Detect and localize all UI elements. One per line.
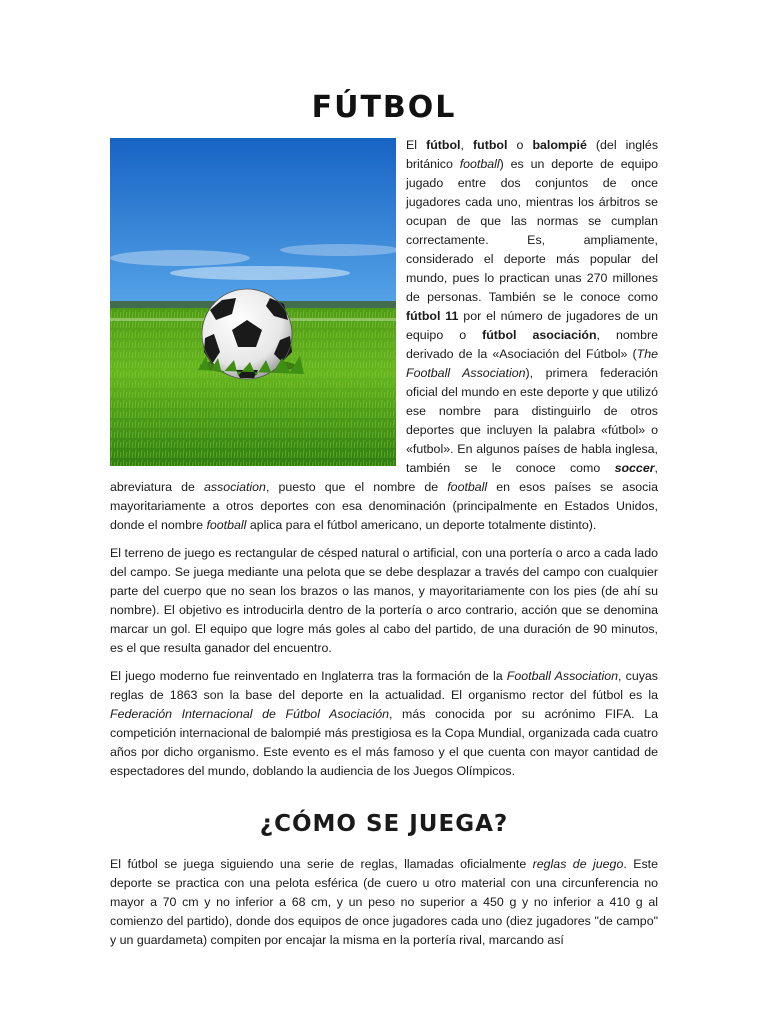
rules-paragraph: El fútbol se juega siguiendo una serie de reglas, llamadas oficialmente reglas de juego. Este deporte se practica con una pelota esférica (de cuero u otro material con una circunferencia no mayor a 70 cm y no inferior a 68 cm, y un peso no superior a 450 g y no inferior a 410 g al comienzo del partido), donde dos equipos de once jugadores cada uno (diez jugadores "de campo" y un guardameta) compiten por encajar la misma en la portería rival, marcando así bbox=[110, 857, 659, 947]
page-title: FÚTBOL bbox=[311, 90, 457, 125]
soccer-ball-image bbox=[110, 138, 396, 466]
document-body bbox=[110, 0, 658, 959]
field-paragraph: El terreno de juego es rectangular de césped natural o artificial, con una portería o arco a cada lado del campo. Se juega mediante una pelota que se debe desplazar a través del campo con cualquier parte del cuerpo que no sean los brazos o las manos, y mayoritariamente con los pies (de ahí su nombre). El objetivo es introducirla dentro de la portería o arco contrario, acción que se denomina marcar un gol. El equipo que logre más goles al cabo del partido, de una duración de 90 minutos, es el que resulta ganador del encuentro. bbox=[110, 546, 658, 655]
intro-paragraph: El fútbol, futbol o balompié (del inglés británico football) es un deporte de equipo jugado entre dos conjuntos de once jugadores cada uno, mientras los árbitros se ocupan de que las normas se cumplan correctamente. Es, ampliamente, considerado el deporte más popular del mundo, pues lo practican unas 270 millones de personas. También se le conoce como fútbol 11 por el número de jugadores de un equipo o fútbol asociación, nombre derivado de la «Asociación del Fútbol» (The Football Association), primera federación oficial del mundo en este deporte y que utilizó ese nombre para distinguirlo de otros deportes que incluyen la palabra «fútbol» o «futbol». En algunos países de habla inglesa, también se le conoce como soccer, abreviatura de association, puesto que el nombre de football en esos países se asocia mayoritariamente a otros deportes con esa denominación (principalmente en Estados Unidos, donde el nombre football aplica para el fútbol americano, un deporte totalmente distinto). bbox=[110, 138, 659, 532]
history-paragraph: El juego moderno fue reinventado en Inglaterra tras la formación de la Football Association, cuyas reglas de 1863 son la base del deporte en la actualidad. El organismo rector del fútbol es la Federación Internacional de Fútbol Asociación, más conocida por su acrónimo FIFA. La competición internacional de balompié más prestigiosa es la Copa Mundial, organizada cada cuatro años por dicho organismo. Este evento es el más famoso y el que cuenta con mayor cantidad de espectadores del mundo, doblando la audiencia de los Juegos Olímpicos. bbox=[110, 669, 658, 778]
section-title: ¿CÓMO SE JUEGA? bbox=[259, 811, 509, 837]
